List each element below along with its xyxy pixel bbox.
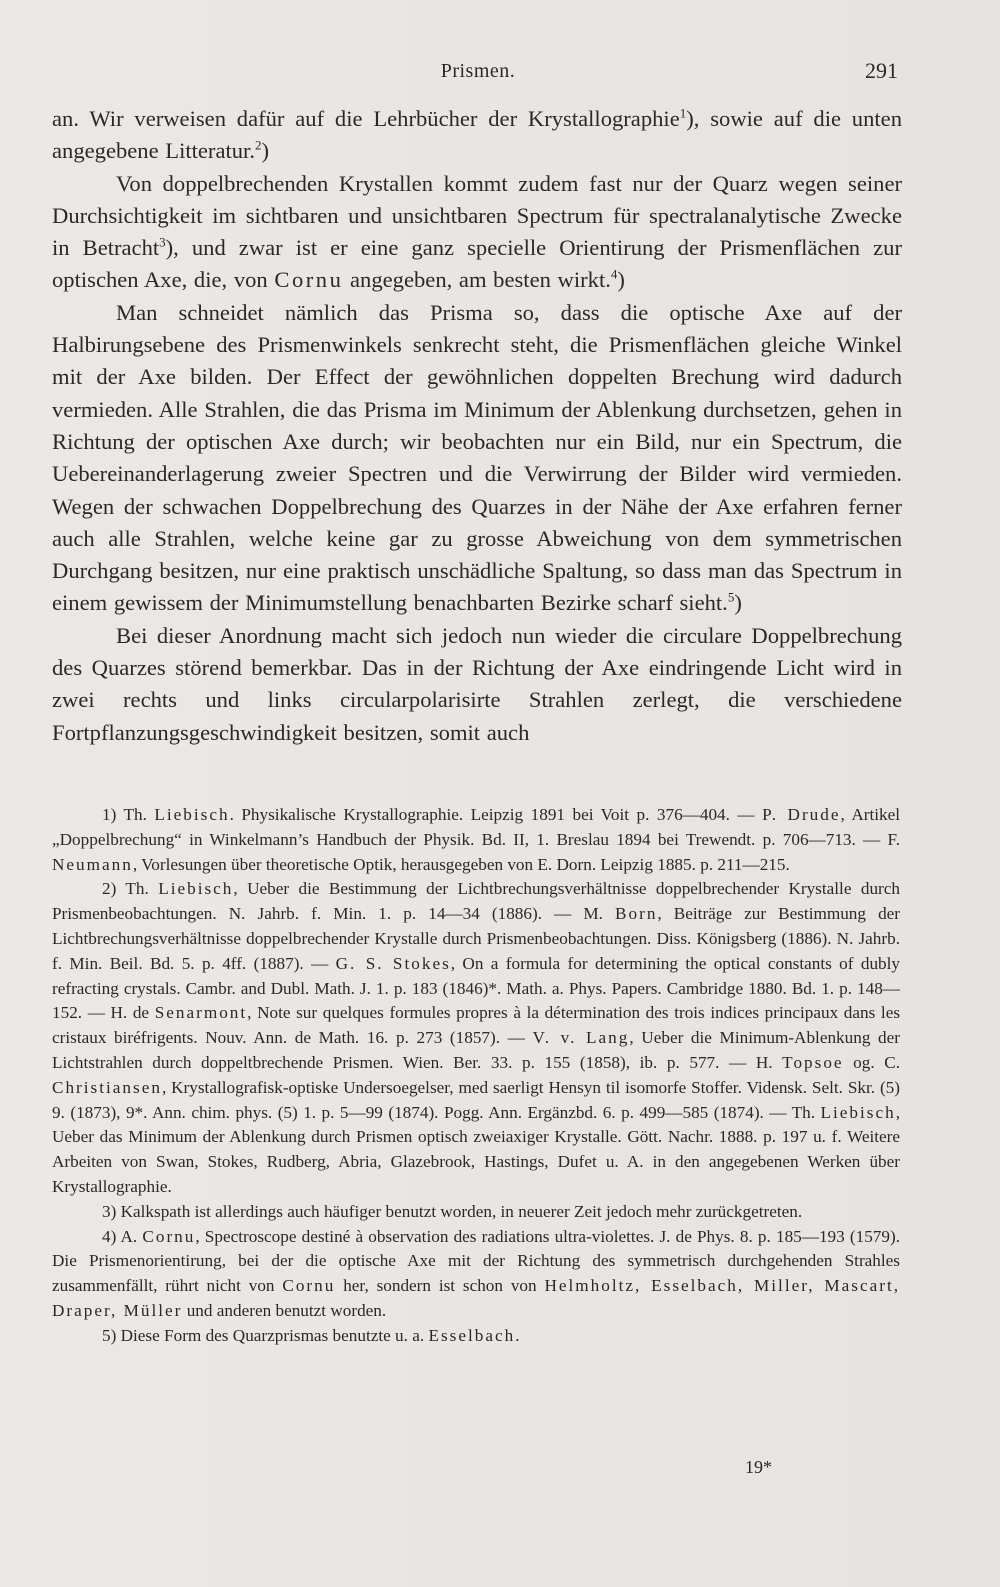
author-name-cornu: Cornu	[274, 267, 344, 293]
paragraph-3-text-1: Man schneidet nämlich das Prisma so, dass die optische Axe auf der Halbirungsebene des Prismenwinkels senkrecht steht, die Prismenflächen gleiche Winkel mit der Axe bilden. Der Effect der gewöhnlichen doppelten Brechung wird dadurch vermieden. Alle Strahlen, die das Prisma im Minimum der Ablenkung durchsetzen, gehen in Richtung der optischen Axe durch; wir beobachten nur ein Bild, nur ein Spectrum, die Uebereinanderlagerung zweier Spectren und die Verwirrung der Bilder wird vermieden. Wegen der schwachen Doppelbrechung des Quarzes in der Nähe der Axe erfahren ferner auch alle Strahlen, welche keine gar zu grosse Abweichung von dem symmetrischen Durchgang besitzen, nur eine praktisch unschädliche Spaltung, so dass man das Spectrum in einem gewissem der Minimumstellung benachbarten Bezirke scharf sieht.	[52, 299, 902, 616]
footnote-1-text-3: , Vorlesungen über theoretische Optik, herausgegeben von E. Dorn. Leipzig 1885. p. 211—215.	[132, 854, 790, 874]
footnote-2-author-1: Liebisch	[158, 879, 234, 899]
footnote-4-text-2: her, sondern ist schon von	[343, 1276, 537, 1296]
paragraph-4-text-1: Bei dieser Anordnung macht sich jedoch nun wieder die circulare Doppelbrechung des Quarzes störend bemerkbar. Das in der Richtung der Axe eindringende Licht wird in zwei rechts und links circularpolarisirte Strahlen zerlegt, die verschiedene Fortpflanzungsgeschwindigkeit besitzen, somit auch	[52, 622, 902, 745]
footnote-2-author-5: V. v. Lang	[532, 1028, 630, 1048]
paragraph-1-text-1: an. Wir verweisen dafür auf die Lehrbücher der Krystallographie	[52, 106, 680, 131]
paragraph-1-text-3: )	[261, 138, 270, 164]
footnote-1-text-2: , Artikel „Doppelbrechung“ in Winkelmann’s Handbuch der Physik. Bd. II, 1. Breslau 1894 bei Trewendt. p. 706—713. — F.	[52, 805, 901, 849]
footnote-1-number: 1) Th.	[102, 805, 147, 824]
footnote-2-text-4: , Note sur quelques formules propres à la détermination des trois indices principaux dans les cristaux biréfrigents. Nouv. Ann. de Math. 16. p. 273 (1857). —	[52, 1003, 901, 1048]
running-head: Prismen.	[440, 60, 516, 82]
footnote-2-text-5: , Ueber die Minimum-Ablenkung der Lichtstrahlen durch doppeltbrechende Prismen. Wien. Ber. 33. p. 155 (1858), ib. p. 577. — H.	[52, 1028, 901, 1072]
footnote-2-author-3: G. S. Stokes	[335, 953, 451, 973]
paragraph-2	[52, 168, 902, 297]
paragraph-1-text-2: ), sowie auf die unten angegebene Litteratur.	[52, 106, 902, 164]
paragraph-2-text-1: Von doppelbrechenden Krystallen kommt zudem fast nur der Quarz wegen seiner Durchsichtigkeit im sichtbaren und unsichtbaren Spectrum für spectralanalytische Zwecke in Betracht	[52, 170, 902, 261]
footnote-4	[52, 1225, 900, 1324]
footnote-ref-4: 4	[610, 266, 618, 282]
footnote-5-number: 5) Diese Form des Quarzprismas benutzte u. a.	[102, 1325, 425, 1345]
footnote-2-text-6: og. C.	[853, 1052, 901, 1072]
footnote-1-author-1: Liebisch	[154, 805, 230, 824]
footnote-4-author-3: Helmholtz, Esselbach, Miller, Mascart, Draper, Müller	[52, 1276, 901, 1320]
paragraph-2-text-2: ), und zwar ist er eine ganz specielle Orientirung der Prismenflächen zur optischen Axe, die, von	[52, 235, 902, 293]
footnote-2-number: 2) Th.	[102, 879, 149, 899]
footnote-ref-3: 3	[159, 234, 166, 250]
paragraph-3-text-2: )	[734, 590, 742, 616]
footnote-2-author-2: Born	[615, 904, 658, 924]
footnote-5-text-1: .	[515, 1325, 520, 1345]
footnote-4-text-1: , Spectroscope destiné à observation des radiations ultra-violettes. J. de Phys. 8. p. 185—193 (1579). Die Prismenorientirung, bei der die optische Axe mit der Richtung des symmetrisch durchgehenden Strahles zusammenfällt, rührt nicht von	[52, 1226, 900, 1296]
signature-mark: 19*	[745, 1457, 772, 1477]
footnote-2	[52, 877, 900, 1199]
footnote-2-text-7: , Krystallografisk-optiske Undersoegelser, med saerligt Hensyn til isomorfe Stoffer. Vidensk. Selt. Skr. (5) 9. (1873), 9*. Ann. chim. phys. (5) 1. p. 5—99 (1874). Pogg. Ann. Ergänzbd. 6. p. 499—585 (1874). — Th.	[52, 1077, 900, 1122]
footnote-2-text-2: , Beiträge zur Bestimmung der Lichtbrechungsverhältnisse doppelbrechender Krystalle durch Prismenbeobachtungen. Diss. Königsberg (1886). N. Jahrb. f. Min. Beil. Bd. 5. p. 4ff. (1887). —	[52, 904, 901, 973]
paragraph-4	[52, 620, 902, 749]
footnote-1-author-3: Neumann	[52, 854, 133, 874]
paragraph-2-text-3: angegeben, am besten wirkt.	[350, 267, 611, 293]
footnote-2-text-3: , On a formula for determining the optical constants of dubly refracting crystals. Cambr. and Dubl. Math. J. 1. p. 183 (1846)*. Math. a. Phys. Papers. Cambridge 1880. Bd. 1. p. 148—152. — H. de	[52, 953, 900, 1023]
footnote-ref-5: 5	[727, 589, 735, 605]
footnote-4-number: 4) A.	[102, 1226, 138, 1246]
page-number: 291	[865, 58, 898, 83]
paragraph-2-text-4: )	[617, 267, 625, 293]
footnote-4-text-3: und anderen benutzt worden.	[186, 1300, 387, 1320]
footnote-5-author-1: Esselbach	[428, 1325, 516, 1345]
footnote-1-text-1: . Physikalische Krystallographie. Leipzig 1891 bei Voit p. 376—404. —	[229, 805, 755, 824]
paragraph-1	[52, 103, 902, 168]
footnote-2-author-6: Topsoe	[782, 1052, 844, 1072]
footnote-5	[52, 1324, 900, 1349]
footnote-1-author-2: P. Drude	[762, 805, 841, 824]
footnote-ref-2: 2	[255, 137, 262, 153]
footnote-2-author-4: Senarmont	[154, 1003, 248, 1023]
footnote-2-text-1: , Ueber die Bestimmung der Lichtbrechungsverhältnisse doppelbrechender Krystalle durch Prismenbeobachtungen. N. Jahrb. f. Min. 1. p. 14—34 (1886). — M.	[52, 879, 900, 924]
footnote-2-author-8: Liebisch	[820, 1102, 896, 1122]
footnote-2-text-8: , Ueber das Minimum der Ablenkung durch Prismen optisch zweiaxiger Krystalle. Gött. Nachr. 1888. p. 197 u. f. Weitere Arbeiten von Swan, Stokes, Rudberg, Abria, Glazebrook, Hastings, Dufet u. A. in den angegebenen Werken über Krystallographie.	[52, 1102, 901, 1196]
page-header	[54, 58, 902, 88]
main-text	[52, 103, 902, 749]
footnote-4-author-1: Cornu	[142, 1226, 196, 1246]
footnote-4-author-2: Cornu	[282, 1276, 336, 1296]
footnote-ref-1: 1	[679, 105, 687, 121]
footnotes	[52, 803, 900, 1349]
footnote-1	[52, 803, 900, 877]
footnote-3-text: 3) Kalkspath ist allerdings auch häufiger benutzt worden, in neuerer Zeit jedoch mehr zurückgetreten.	[102, 1201, 803, 1221]
paragraph-3	[52, 297, 902, 620]
footnote-3	[52, 1200, 900, 1225]
footnote-2-author-7: Christiansen	[52, 1077, 162, 1097]
